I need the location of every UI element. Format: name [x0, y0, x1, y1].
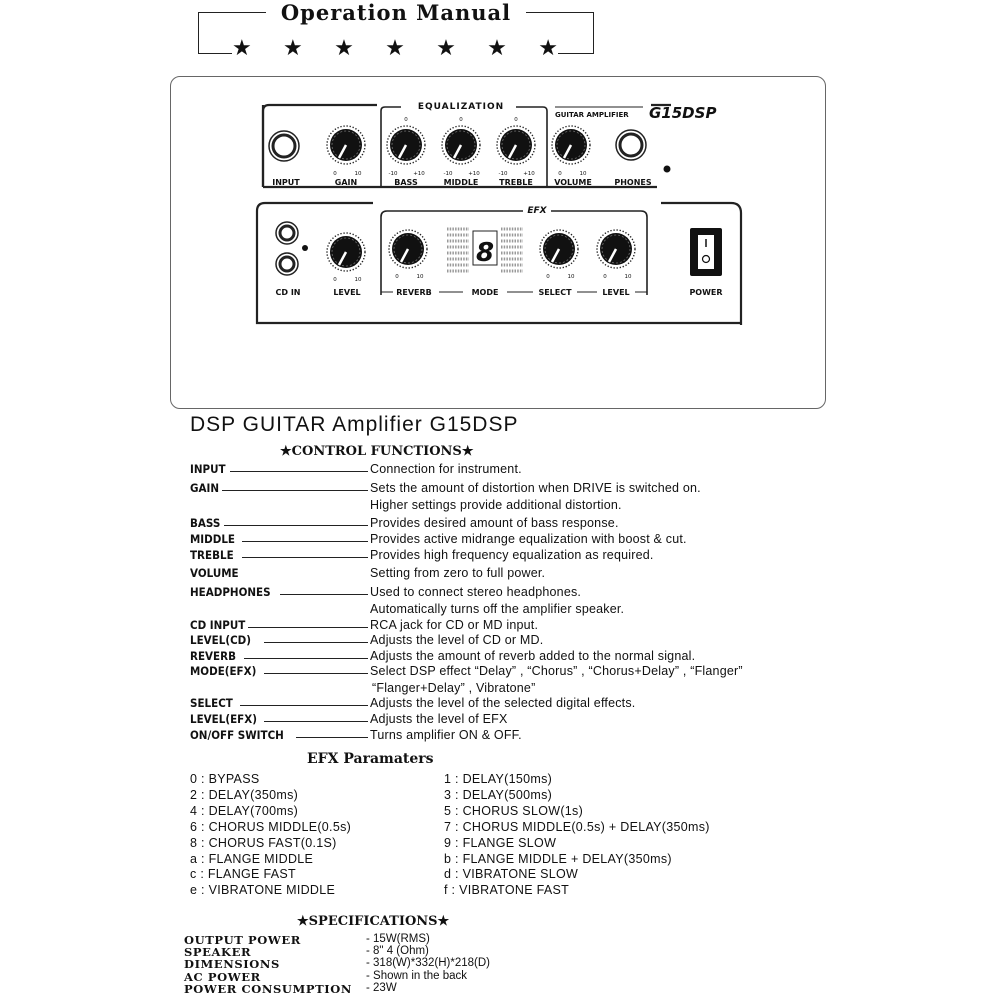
cd-in-jack-icon: [280, 226, 294, 240]
middle-knob-icon: [442, 126, 480, 164]
efx-parameter-item: 4 : DELAY(700ms): [190, 803, 299, 818]
control-function-term: REVERB: [190, 649, 236, 663]
control-function-row: [190, 532, 830, 549]
bass-label: BASS: [394, 178, 418, 187]
efx-parameter-item: d : VIBRATONE SLOW: [444, 867, 579, 882]
control-function-term: LEVEL(CD): [190, 633, 251, 647]
specifications-heading: ★SPECIFICATIONS★: [297, 914, 450, 929]
control-function-description: Turns amplifier ON & OFF.: [370, 728, 522, 742]
efx-parameter-item: b : FLANGE MIDDLE + DELAY(350ms): [444, 851, 672, 866]
efx-parameter-item: f : VIBRATONE FAST: [444, 883, 570, 898]
reverb-label: REVERB: [396, 288, 432, 297]
svg-text:0: 0: [333, 171, 337, 177]
control-function-description: Connection for instrument.: [370, 462, 522, 476]
control-function-term: INPUT: [190, 462, 226, 476]
control-function-description: Adjusts the amount of reverb added to the normal signal.: [370, 649, 696, 663]
svg-text:-10: -10: [388, 171, 398, 177]
efx-parameter-item: e : VIBRATONE MIDDLE: [190, 883, 336, 898]
leader-line: [248, 627, 368, 628]
level-cd-label: LEVEL: [333, 288, 361, 297]
star-icon: ★: [385, 35, 405, 60]
control-function-description: Adjusts the level of the selected digital effects.: [370, 696, 636, 710]
select-label: SELECT: [538, 288, 572, 297]
level-efx-label: LEVEL: [602, 288, 630, 297]
efx-parameter-item: 1 : DELAY(150ms): [444, 772, 553, 786]
mode-display: [447, 229, 523, 271]
specification-term: SPEAKER: [184, 945, 252, 960]
svg-text:0: 0: [395, 274, 399, 280]
svg-text:0: 0: [603, 274, 607, 280]
efx-parameter-item: 0 : BYPASS: [190, 772, 260, 786]
cd-in-label: CD IN: [275, 288, 301, 297]
level-cd-knob-icon: [327, 233, 365, 271]
product-title: DSP GUITAR Amplifier G15DSP: [190, 413, 519, 436]
specification-value: - 8" 4 (Ohm): [366, 945, 429, 958]
specification-term: DIMENSIONS: [184, 957, 280, 972]
control-function-term: TREBLE: [190, 548, 234, 562]
indicator-dot: [664, 166, 671, 173]
control-function-description: Adjusts the level of EFX: [370, 712, 508, 726]
efx-parameter-item: 6 : CHORUS MIDDLE(0.5s): [190, 819, 352, 834]
control-function-term: HEADPHONES: [190, 585, 271, 599]
specification-value: - 23W: [366, 981, 397, 994]
efx-parameter-item: 8 : CHORUS FAST(0.1S): [190, 835, 337, 850]
control-function-term: BASS: [190, 516, 221, 530]
leader-line: [264, 673, 368, 674]
specification-value: - 15W(RMS): [366, 933, 430, 945]
power-label: POWER: [689, 288, 723, 297]
control-function-description: RCA jack for CD or MD input.: [370, 618, 539, 632]
efx-label: EFX: [527, 206, 547, 216]
control-function-row: [190, 481, 830, 515]
gain-knob-icon: [327, 126, 365, 164]
svg-text:+10: +10: [468, 171, 480, 177]
equalization-label: EQUALIZATION: [417, 102, 505, 112]
leader-line: [242, 541, 368, 542]
efx-parameter-item: 5 : CHORUS SLOW(1s): [444, 803, 584, 818]
control-function-description: Setting from zero to full power.: [370, 566, 546, 580]
leader-line: [242, 557, 368, 558]
control-function-description: Automatically turns off the amplifier speaker.: [370, 602, 625, 616]
svg-text:10: 10: [624, 274, 632, 280]
control-function-row: [190, 633, 830, 650]
cd-in-jack-icon: [280, 257, 294, 271]
efx-parameters-heading: EFX Paramaters: [307, 751, 434, 767]
control-function-row: [190, 585, 830, 619]
efx-parameter-item: 3 : DELAY(500ms): [444, 787, 553, 802]
manual-title: Operation Manual: [280, 0, 512, 25]
header-rule: [558, 53, 594, 54]
control-function-description: Higher settings provide additional distortion.: [370, 498, 622, 512]
leader-line: [222, 490, 368, 491]
efx-parameter-item: 2 : DELAY(350ms): [190, 787, 299, 802]
control-function-description: Provides active midrange equalization with boost & cut.: [370, 532, 687, 546]
specification-term: OUTPUT POWER: [184, 933, 301, 947]
svg-text:10: 10: [354, 171, 362, 177]
control-functions-heading: ★CONTROL FUNCTIONS★: [280, 444, 474, 459]
control-function-row: [190, 516, 830, 533]
efx-parameter-item: a : FLANGE MIDDLE: [190, 851, 314, 866]
mode-label: MODE: [471, 288, 499, 297]
star-icon: ★: [232, 35, 252, 60]
leader-line: [264, 721, 368, 722]
leader-line: [224, 525, 368, 526]
svg-text:10: 10: [416, 274, 424, 280]
svg-text:0: 0: [459, 117, 463, 123]
header-rule: [198, 53, 232, 54]
volume-label: VOLUME: [554, 178, 592, 187]
leader-line: [240, 705, 368, 706]
middle-label: MIDDLE: [443, 178, 479, 187]
specification-term: POWER CONSUMPTION: [184, 981, 352, 996]
control-function-row: [190, 664, 830, 698]
svg-text:0: 0: [558, 171, 562, 177]
input-jack-icon: [269, 131, 299, 161]
control-function-term: LEVEL(EFX): [190, 712, 257, 726]
amplifier-panel-illustration: [170, 76, 826, 409]
control-function-description: Used to connect stereo headphones.: [370, 585, 582, 599]
efx-parameter-item: 9 : FLANGE SLOW: [444, 835, 557, 850]
specification-term: AC POWER: [184, 969, 261, 984]
control-function-row: [190, 566, 830, 583]
svg-text:-10: -10: [498, 171, 508, 177]
control-function-description: “Flanger+Delay” , Vibratone”: [372, 681, 536, 695]
svg-text:+10: +10: [523, 171, 535, 177]
leader-line: [280, 594, 368, 595]
star-icon: ★: [487, 35, 507, 60]
display-digit: 8: [475, 238, 495, 268]
star-icon: ★: [283, 35, 303, 60]
reverb-knob-icon: [389, 230, 427, 268]
svg-text:-10: -10: [443, 171, 453, 177]
leader-line: [244, 658, 368, 659]
control-function-description: Sets the amount of distortion when DRIVE is switched on.: [370, 481, 701, 495]
volume-knob-icon: [552, 126, 590, 164]
svg-text:0: 0: [404, 117, 408, 123]
svg-text:0: 0: [333, 277, 337, 283]
specification-value: - Shown in the back: [366, 969, 468, 982]
control-function-term: SELECT: [190, 696, 233, 710]
svg-text:10: 10: [579, 171, 587, 177]
specification-value: - 318(W)*332(H)*218(D): [366, 957, 490, 970]
treble-label: TREBLE: [499, 178, 533, 187]
control-function-row: [190, 728, 830, 745]
svg-text:10: 10: [567, 274, 575, 280]
gain-label: GAIN: [334, 178, 358, 187]
control-function-description: Provides desired amount of bass response.: [370, 516, 619, 530]
control-function-row: [190, 696, 830, 713]
phones-jack-icon: [616, 130, 646, 160]
control-function-row: [190, 462, 830, 479]
leader-line: [296, 737, 368, 738]
model-logo: G15DSP: [649, 104, 717, 122]
svg-text:+10: +10: [413, 171, 425, 177]
control-function-term: GAIN: [190, 481, 220, 495]
control-function-term: CD INPUT: [190, 618, 246, 632]
panel-drawing: [171, 77, 827, 410]
brand-text: GUITAR AMPLIFIER: [555, 111, 629, 119]
star-icon: ★: [538, 35, 558, 60]
control-function-description: Select DSP effect “Delay” , “Chorus” , “Chorus+Delay” , “Flanger”: [370, 664, 743, 678]
star-icon: ★: [436, 35, 456, 60]
control-function-term: MIDDLE: [190, 532, 235, 546]
level-efx-knob-icon: [597, 230, 635, 268]
control-function-row: [190, 548, 830, 565]
header-stars: [232, 36, 558, 60]
select-knob-icon: [540, 230, 578, 268]
control-function-row: [190, 712, 830, 729]
control-function-term: ON/OFF SWITCH: [190, 728, 284, 742]
treble-knob-icon: [497, 126, 535, 164]
phones-label: PHONES: [614, 178, 652, 187]
leader-line: [230, 471, 368, 472]
leader-line: [264, 642, 368, 643]
control-function-term: MODE(EFX): [190, 664, 257, 678]
input-label: INPUT: [272, 178, 300, 187]
control-function-term: VOLUME: [190, 566, 239, 580]
efx-parameter-item: c : FLANGE FAST: [190, 867, 296, 882]
star-icon: ★: [334, 35, 354, 60]
efx-parameter-item: 7 : CHORUS MIDDLE(0.5s) + DELAY(350ms): [444, 819, 710, 834]
svg-text:0: 0: [546, 274, 550, 280]
control-function-description: Provides high frequency equalization as required.: [370, 548, 654, 562]
control-function-description: Adjusts the level of CD or MD.: [370, 633, 544, 647]
svg-text:10: 10: [354, 277, 362, 283]
svg-text:0: 0: [514, 117, 518, 123]
bass-knob-icon: [387, 126, 425, 164]
